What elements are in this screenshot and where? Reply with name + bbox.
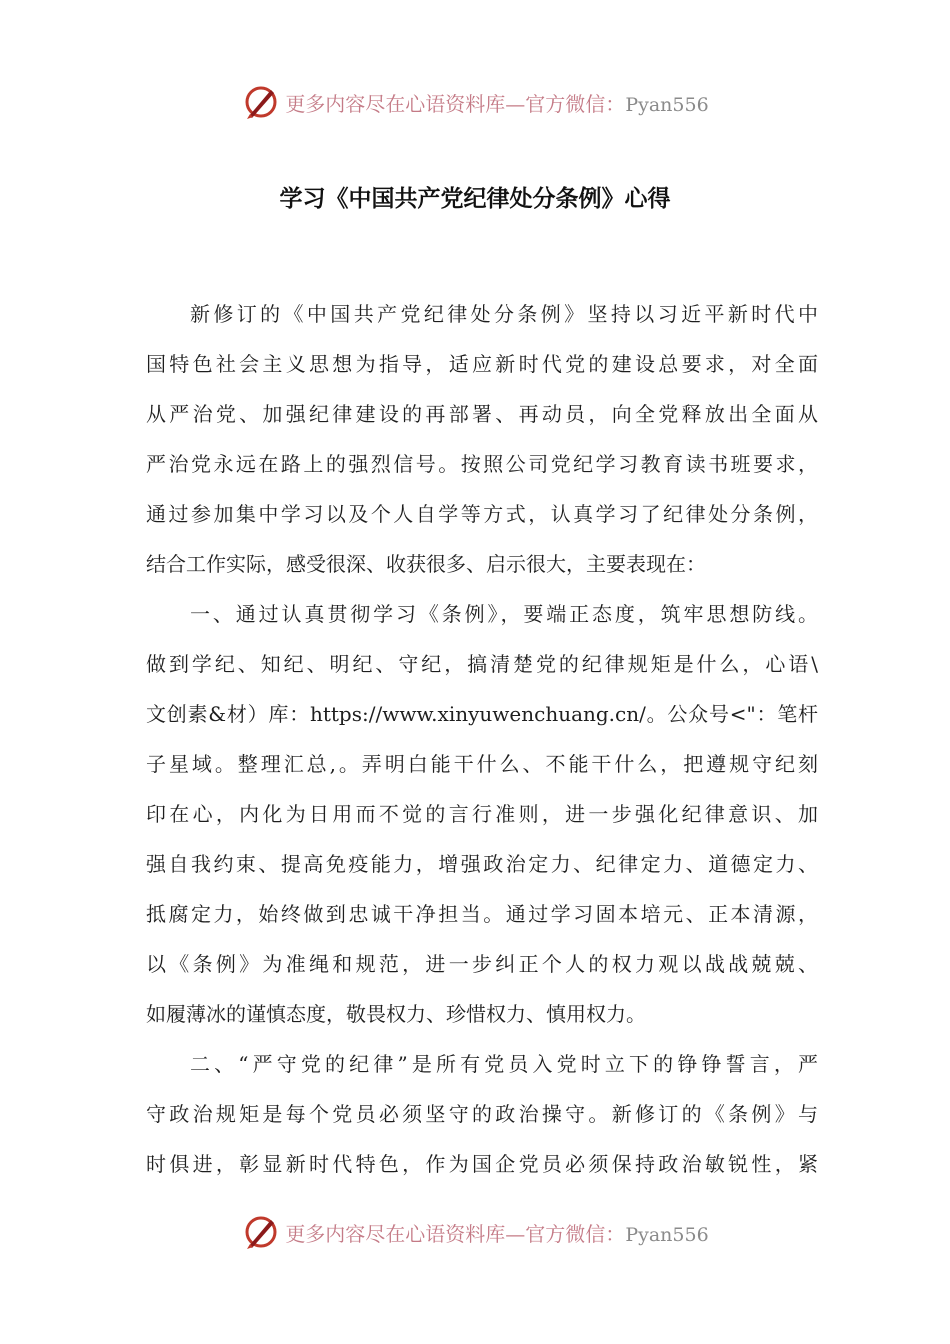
text-line: 二、“严守党的纪律”是所有党员入党时立下的铮铮誓言，严 xyxy=(190,1052,818,1076)
text-line: 严治党永远在路上的强烈信号。按照公司党纪学习教育读书班要求， xyxy=(146,452,818,476)
text-line: 抵腐定力，始终做到忠诚干净担当。通过学习固本培元、正本清源， xyxy=(146,902,818,926)
text-line: 国特色社会主义思想为指导，适应新时代党的建设总要求，对全面 xyxy=(146,352,818,376)
text-line: 时俱进，彰显新时代特色，作为国企党员必须保持政治敏锐性，紧 xyxy=(146,1152,818,1176)
text-line: 以《条例》为准绳和规范，进一步纠正个人的权力观以战战兢兢、 xyxy=(146,952,818,976)
text-line: 一、通过认真贯彻学习《条例》，要端正态度，筑牢思想防线。 xyxy=(190,602,818,626)
text-line: 新修订的《中国共产党纪律处分条例》坚持以习近平新时代中 xyxy=(190,302,818,326)
text-line: 守政治规矩是每个党员必须坚守的政治操守。新修订的《条例》与 xyxy=(146,1102,818,1126)
text-line: 从严治党、加强纪律建设的再部署、再动员，向全党释放出全面从 xyxy=(146,402,818,426)
banner-text: 更多内容尽在心语资料库—官方微信：Pyan556 xyxy=(285,91,709,116)
text-line: 通过参加集中学习以及个人自学等方式，认真学习了纪律处分条例， xyxy=(146,502,818,526)
header-banner xyxy=(0,80,950,124)
wechat-id: Pyan556 xyxy=(625,93,709,116)
pen-logo-icon xyxy=(241,1212,281,1252)
text-line: 子星域。整理汇总,。弄明白能干什么、不能干什么，把遵规守纪刻 xyxy=(146,752,818,776)
banner-text: 更多内容尽在心语资料库—官方微信：Pyan556 xyxy=(285,1221,709,1246)
document-title: 学习《中国共产党纪律处分条例》心得 xyxy=(279,186,671,212)
footer-banner xyxy=(0,1210,950,1254)
text-line: 如履薄冰的谨慎态度，敬畏权力、珍惜权力、慎用权力。 xyxy=(146,1002,646,1026)
text-line: 结合工作实际，感受很深、收获很多、启示很大，主要表现在： xyxy=(146,552,706,576)
wechat-id: Pyan556 xyxy=(625,1223,709,1246)
text-line: 印在心，内化为日用而不觉的言行准则，进一步强化纪律意识、加 xyxy=(146,802,818,826)
text-line: 文创素&材）库：https://www.xinyuwenchuang.cn/。公众号<"：笔杆 xyxy=(146,702,818,726)
text-line: 强自我约束、提高免疫能力，增强政治定力、纪律定力、道德定力、 xyxy=(146,852,818,876)
text-line: 做到学纪、知纪、明纪、守纪，搞清楚党的纪律规矩是什么，心语\ xyxy=(146,652,818,676)
pen-logo-icon xyxy=(241,82,281,122)
